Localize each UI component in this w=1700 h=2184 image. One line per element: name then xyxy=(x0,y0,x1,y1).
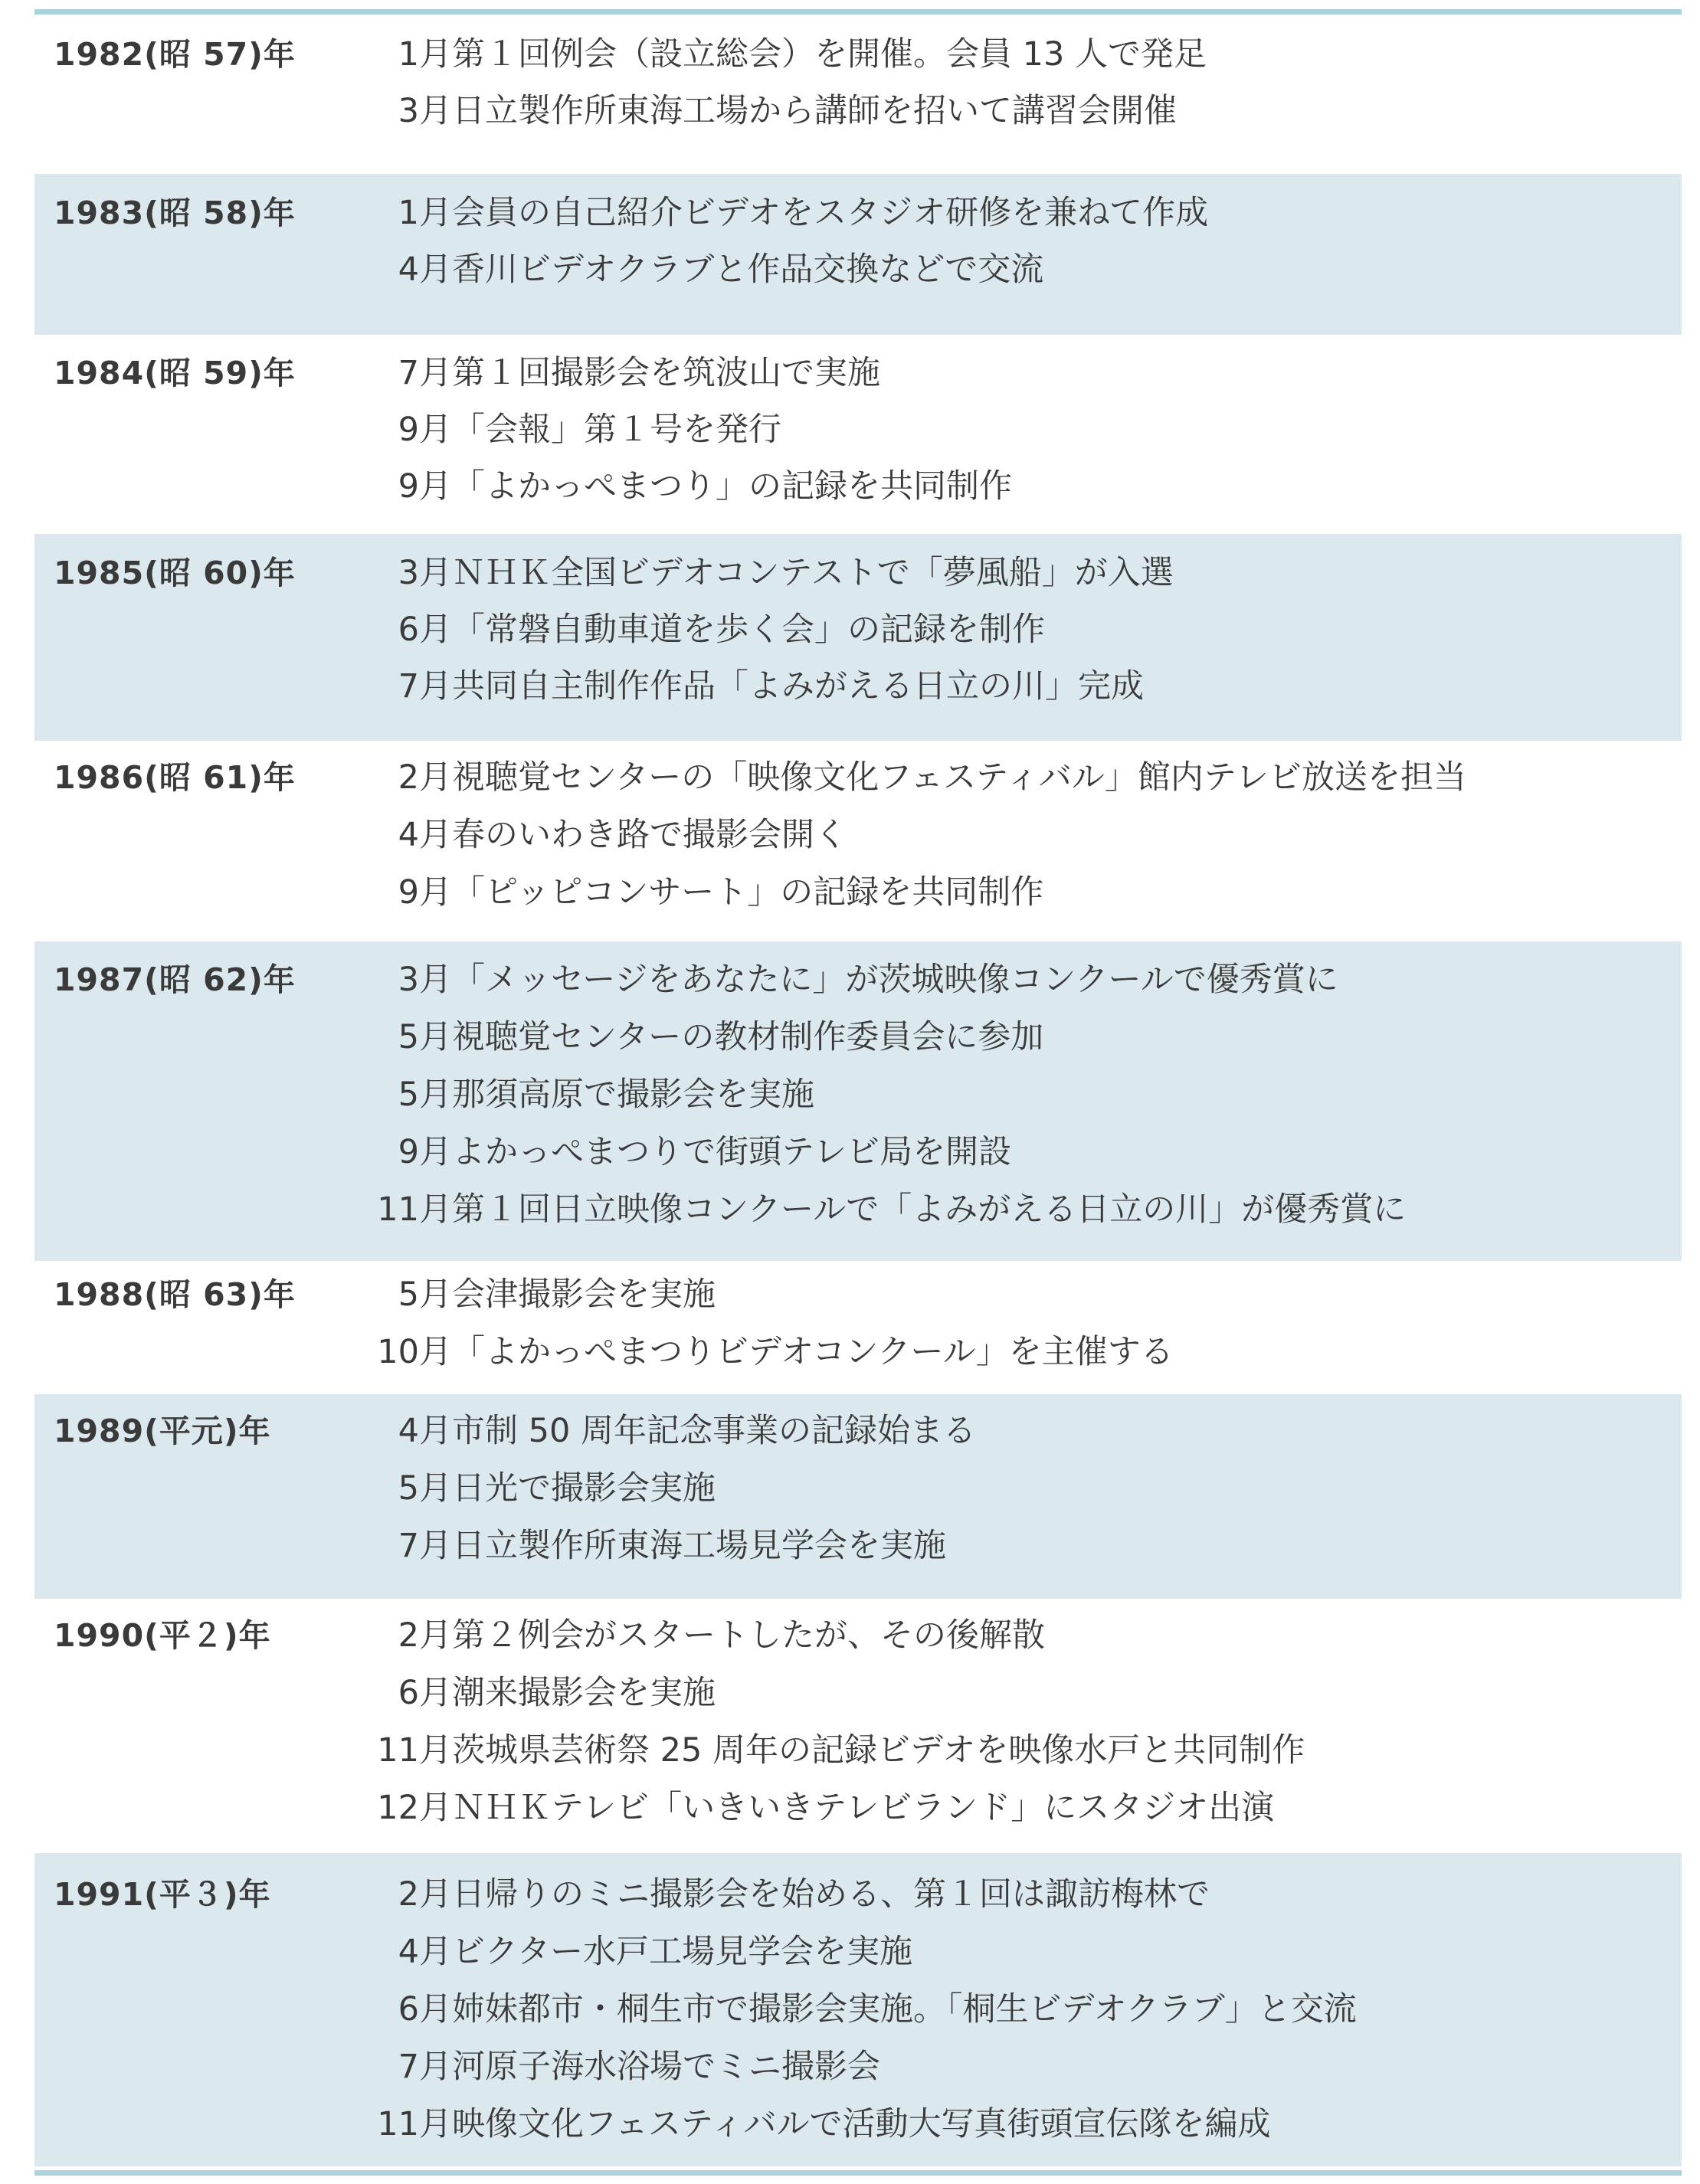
event-month: 3月 xyxy=(398,554,452,592)
event-text: 「メッセージをあなたに」が茨城映像コンクールで優秀賞に xyxy=(452,961,1338,999)
event-month: 5月 xyxy=(398,1469,452,1508)
event-month: 11月 xyxy=(377,1190,452,1229)
event-text: 視聴覚センターの教材制作委員会に参加 xyxy=(452,1018,1044,1056)
year-label: 1987(昭 62)年 xyxy=(54,961,296,998)
event-month: 3月 xyxy=(398,961,452,999)
event-text: 第２例会がスタートしたが、その後解散 xyxy=(452,1616,1045,1655)
event-row xyxy=(34,871,1682,928)
event-row xyxy=(34,192,1682,248)
event-row xyxy=(34,352,1682,408)
event-month: 11月 xyxy=(377,2105,452,2143)
event-month: 9月 xyxy=(398,467,452,506)
event-month: 6月 xyxy=(398,1990,452,2028)
event-text: 日帰りのミニ撮影会を始める、第１回は諏訪梅林で xyxy=(452,1875,1210,1914)
event-row xyxy=(34,608,1682,665)
year-block-1987 xyxy=(34,941,1682,1261)
event-row xyxy=(34,1988,1682,2045)
event-row xyxy=(34,408,1682,465)
event-month: 9月 xyxy=(398,411,452,449)
event-text: よかっぺまつりで街頭テレビ局を開設 xyxy=(452,1133,1012,1171)
event-text: 日立製作所東海工場見学会を実施 xyxy=(452,1527,946,1565)
event-month: 6月 xyxy=(398,1674,452,1712)
year-label: 1985(昭 60)年 xyxy=(54,555,296,591)
event-month: 7月 xyxy=(398,354,452,392)
event-text: 共同自主制作作品「よみがえる日立の川」完成 xyxy=(452,667,1144,706)
event-month: 2月 xyxy=(398,1616,452,1655)
year-block-1983 xyxy=(34,174,1682,335)
year-label: 1989(平元)年 xyxy=(54,1413,271,1449)
event-month: 7月 xyxy=(398,1527,452,1565)
event-month: 1月 xyxy=(398,35,452,74)
year-label: 1982(昭 57)年 xyxy=(54,36,296,73)
event-row xyxy=(34,1930,1682,1987)
event-text: 「ピッピコンサート」の記録を共同制作 xyxy=(452,873,1044,912)
year-label: 1983(昭 58)年 xyxy=(54,195,296,231)
event-row xyxy=(34,1131,1682,1187)
event-row xyxy=(34,1614,1682,1671)
event-text: 茨城県芸術祭 25 周年の記録ビデオを映像水戸と共同制作 xyxy=(452,1731,1305,1770)
event-month: 12月 xyxy=(377,1789,452,1827)
event-text: 日立製作所東海工場から講師を招いて講習会開催 xyxy=(452,92,1177,130)
event-row xyxy=(34,465,1682,522)
event-row xyxy=(34,552,1682,608)
event-month: 1月 xyxy=(398,194,452,232)
event-month: 9月 xyxy=(398,873,452,912)
event-text: 日光で撮影会実施 xyxy=(452,1469,716,1508)
event-row xyxy=(34,1073,1682,1130)
event-row xyxy=(34,1331,1682,1387)
event-text: 「常磐自動車道を歩く会」の記録を制作 xyxy=(452,611,1045,649)
event-text: 「会報」第１号を発行 xyxy=(452,411,781,449)
event-row xyxy=(34,1188,1682,1245)
event-text: 春のいわき路で撮影会開く xyxy=(452,816,847,854)
event-month: 10月 xyxy=(377,1333,452,1371)
event-row xyxy=(34,814,1682,870)
event-month: 4月 xyxy=(398,816,452,854)
event-row xyxy=(34,1672,1682,1728)
event-text: 那須高原で撮影会を実施 xyxy=(452,1076,814,1114)
top-rule xyxy=(34,9,1682,15)
event-row xyxy=(34,1729,1682,1786)
event-row xyxy=(34,958,1682,1015)
year-block-1988 xyxy=(34,1261,1682,1394)
event-text: 第１回例会（設立総会）を開催。会員 13 人で発足 xyxy=(452,35,1207,74)
year-block-1991 xyxy=(34,1853,1682,2166)
year-label: 1988(昭 63)年 xyxy=(54,1276,296,1313)
event-month: 7月 xyxy=(398,2048,452,2086)
event-text: 河原子海水浴場でミニ撮影会 xyxy=(452,2048,880,2086)
event-row xyxy=(34,2103,1682,2159)
event-month: 4月 xyxy=(398,250,452,289)
event-text: 「よかっぺまつりビデオコンクール」を主催する xyxy=(452,1333,1174,1371)
event-month: 11月 xyxy=(377,1731,452,1770)
event-row xyxy=(34,756,1682,813)
event-text: 姉妹都市・桐生市で撮影会実施。「桐生ビデオクラブ」と交流 xyxy=(452,1990,1357,2028)
event-row xyxy=(34,1410,1682,1466)
event-month: 4月 xyxy=(398,1933,452,1971)
event-row xyxy=(34,33,1682,90)
event-text: 「よかっぺまつり」の記録を共同制作 xyxy=(452,467,1012,506)
year-label: 1990(平２)年 xyxy=(54,1617,271,1654)
year-block-1984 xyxy=(34,335,1682,534)
year-block-1986 xyxy=(34,741,1682,941)
event-month: 3月 xyxy=(398,92,452,130)
event-month: 5月 xyxy=(398,1018,452,1056)
event-text: ＮＨＫ全国ビデオコンテストで「夢風船」が入選 xyxy=(452,554,1174,592)
event-row xyxy=(34,1524,1682,1581)
event-text: 第１回撮影会を筑波山で実施 xyxy=(452,354,880,392)
event-text: 会津撮影会を実施 xyxy=(452,1275,716,1314)
event-text: ビクター水戸工場見学会を実施 xyxy=(452,1933,913,1971)
event-row xyxy=(34,1467,1682,1524)
event-text: 会員の自己紹介ビデオをスタジオ研修を兼ねて作成 xyxy=(452,194,1209,232)
event-text: 視聴覚センターの「映像文化フェスティバル」館内テレビ放送を担当 xyxy=(452,758,1466,797)
event-month: 4月 xyxy=(398,1412,452,1450)
event-text: 第１回日立映像コンクールで「よみがえる日立の川」が優秀賞に xyxy=(452,1190,1407,1229)
year-label: 1984(昭 59)年 xyxy=(54,355,296,391)
year-block-1982 xyxy=(34,21,1682,174)
year-block-1989 xyxy=(34,1394,1682,1599)
event-month: 5月 xyxy=(398,1275,452,1314)
event-row xyxy=(34,1273,1682,1330)
event-text: 香川ビデオクラブと作品交換などで交流 xyxy=(452,250,1044,289)
event-row xyxy=(34,248,1682,305)
event-month: 7月 xyxy=(398,667,452,706)
event-month: 2月 xyxy=(398,758,452,797)
event-text: 潮来撮影会を実施 xyxy=(452,1674,716,1712)
event-row xyxy=(34,1016,1682,1072)
bottom-rule xyxy=(34,2170,1682,2176)
year-block-1990 xyxy=(34,1599,1682,1853)
event-row xyxy=(34,1786,1682,1843)
year-label: 1991(平３)年 xyxy=(54,1876,271,1913)
event-text: ＮＨＫテレビ「いきいきテレビランド」にスタジオ出演 xyxy=(452,1789,1275,1827)
event-month: 9月 xyxy=(398,1133,452,1171)
event-row xyxy=(34,2045,1682,2102)
event-month: 2月 xyxy=(398,1875,452,1914)
year-block-1985 xyxy=(34,534,1682,741)
event-row xyxy=(34,90,1682,146)
event-text: 映像文化フェスティバルで活動大写真街頭宣伝隊を編成 xyxy=(452,2105,1271,2143)
year-label: 1986(昭 61)年 xyxy=(54,759,296,796)
event-text: 市制 50 周年記念事業の記録始まる xyxy=(452,1412,977,1450)
event-month: 6月 xyxy=(398,611,452,649)
event-row xyxy=(34,1873,1682,1930)
event-row xyxy=(34,665,1682,722)
event-month: 5月 xyxy=(398,1076,452,1114)
